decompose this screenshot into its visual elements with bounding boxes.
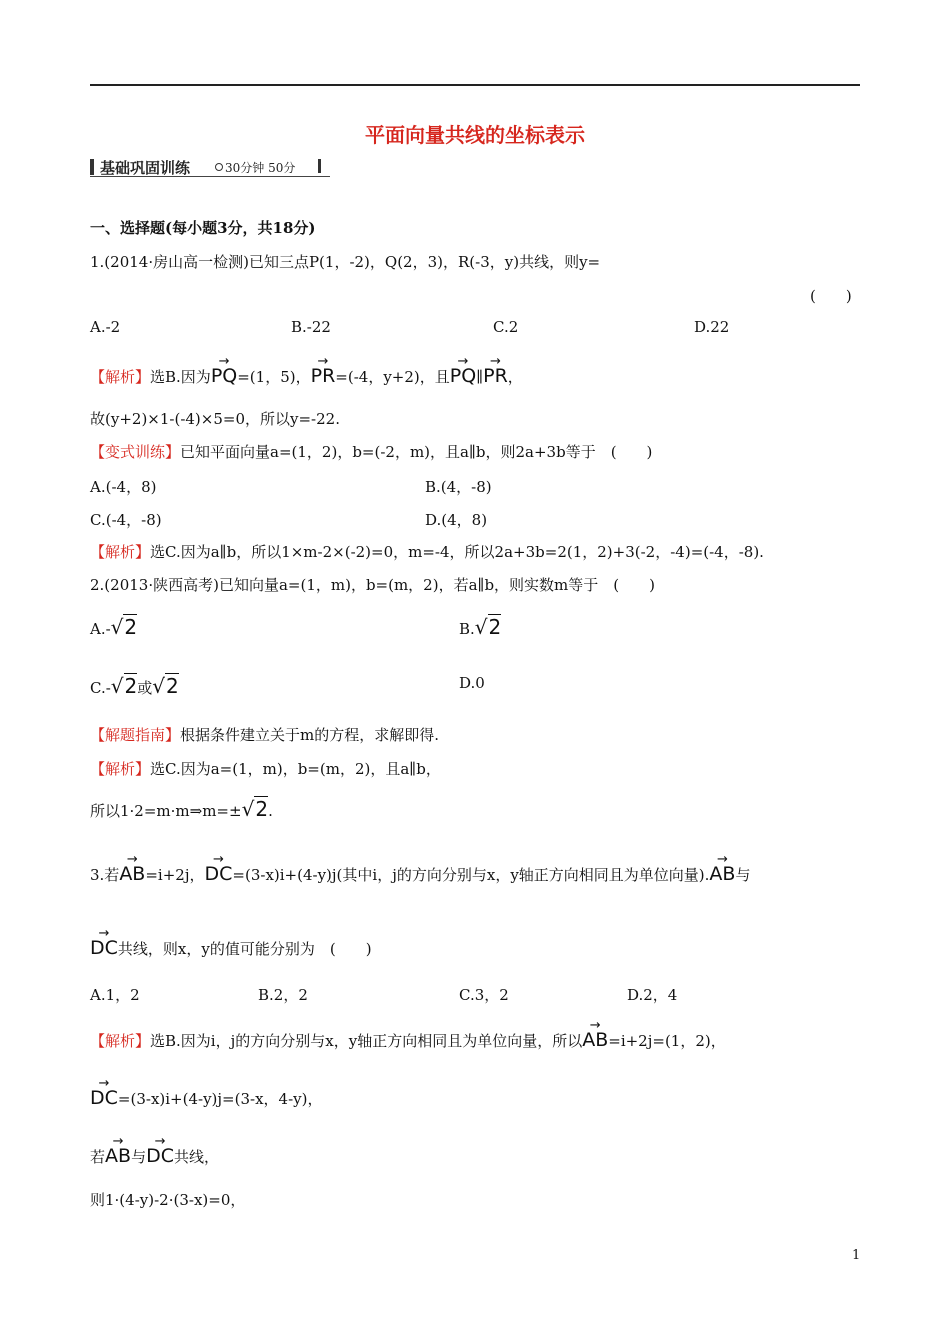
radicand: 2 — [124, 674, 138, 698]
text: =(1，5)， — [237, 368, 311, 386]
q2-solution-line1 — [90, 759, 441, 779]
q2-guide — [90, 725, 439, 745]
variant-solution — [90, 542, 764, 562]
banner-name: 基础巩固训练 — [100, 159, 191, 177]
q3-solution-line1 — [90, 1024, 726, 1051]
banner-bar — [90, 159, 94, 175]
q1-option-b: B.-22 — [291, 318, 331, 336]
q3-option-a: A.1，2 — [90, 986, 140, 1004]
vector-pr: → PR — [311, 360, 336, 386]
text: =(3-x)i+(4-y)j(其中i，j的方向分别与x，y轴正方向相同且为单位向量). — [232, 866, 710, 884]
q1-option-c: C.2 — [493, 318, 519, 336]
q3-solution-line4: 则1·(4-y)-2·(3-x)=0， — [90, 1191, 246, 1209]
vector-dc: → DC — [90, 1082, 118, 1108]
sqrt-2: √2 — [110, 674, 138, 698]
vector-pq: → PQ — [211, 360, 237, 386]
option-label: C.- — [90, 679, 111, 697]
guide-text: 根据条件建立关于m的方程，求解即得. — [180, 726, 440, 744]
radicand: 2 — [488, 615, 502, 639]
q3-option-b: B.2，2 — [258, 986, 308, 1004]
vector-pr: → PR — [483, 360, 508, 386]
solution-tag: 【解析】 — [90, 1032, 151, 1050]
text: 或 — [137, 679, 153, 697]
clock-icon — [215, 163, 223, 171]
text: =(-4，y+2)，且 — [335, 368, 450, 386]
variant-solution-text: 选C.因为a∥b，所以1×m-2×(-2)=0，m=-4，所以2a+3b=2(1，2)+3(-2，-4)=(-4，-8). — [150, 543, 764, 561]
variant-option-d: D.(4，8) — [425, 511, 488, 529]
variant-option-c: C.(-4，-8) — [90, 511, 162, 529]
text: 3.若 — [90, 866, 120, 884]
variant-option-a: A.(-4，8) — [90, 478, 157, 496]
vector-ab: → AB — [105, 1140, 131, 1166]
text: . — [268, 802, 273, 820]
sqrt-2: √2 — [474, 615, 502, 639]
q1-option-d: D.22 — [694, 318, 730, 336]
variant-option-b: B.(4，-8) — [425, 478, 492, 496]
solution-tag: 【解析】 — [90, 368, 151, 386]
text: 选B.因为i，j的方向分别与x，y轴正方向相同且为单位向量，所以 — [150, 1032, 583, 1050]
text: ， — [507, 368, 523, 386]
vector-dc: → DC — [90, 932, 118, 958]
q3-stem-line2 — [90, 932, 372, 959]
page-number: 1 — [852, 1248, 861, 1263]
option-label: A.- — [90, 620, 111, 638]
q3-option-c: C.3，2 — [459, 986, 509, 1004]
page-title: 平面向量共线的坐标表示 — [365, 123, 585, 147]
q2-stem: 2.(2013·陕西高考)已知向量a=(1，m)，b=(m，2)，若a∥b，则实数m等于 ( ) — [90, 576, 655, 594]
q3-solution-line3 — [90, 1140, 219, 1167]
text: 共线，则x，y的值可能分别为 ( ) — [117, 940, 372, 958]
q1-stem: 1.(2014·房山高一检测)已知三点P(1，-2)，Q(2，3)，R(-3，y)共线，则y= — [90, 253, 601, 271]
variant-stem-line — [90, 442, 652, 462]
option-label: B. — [459, 620, 475, 638]
q2-option-b — [459, 615, 501, 639]
text: 选B.因为 — [150, 368, 211, 386]
q2-option-a — [90, 615, 137, 639]
variant-stem: 已知平面向量a=(1，2)，b=(-2，m)，且a∥b，则2a+3b等于 ( ) — [180, 443, 653, 461]
q3-option-d: D.2，4 — [627, 986, 678, 1004]
banner-end-bar — [318, 159, 321, 173]
q2-option-c — [90, 674, 179, 698]
sqrt-2: √2 — [110, 615, 138, 639]
radicand: 2 — [255, 797, 269, 821]
solution-tag: 【解析】 — [90, 543, 151, 561]
vector-pq: → PQ — [450, 360, 476, 386]
radicand: 2 — [166, 674, 179, 698]
q1-option-a: A.-2 — [90, 318, 121, 336]
text: 若 — [90, 1148, 106, 1166]
solution-tag: 【解析】 — [90, 760, 151, 778]
vector-dc: → DC — [205, 858, 233, 884]
sqrt-2: √2 — [152, 674, 179, 698]
text: 与 — [735, 866, 751, 884]
vector-ab: → AB — [119, 858, 145, 884]
text: 共线， — [173, 1148, 219, 1166]
text: =i+2j=(1，2)， — [608, 1032, 726, 1050]
q1-solution-line2: 故(y+2)×1-(-4)×5=0，所以y=-22. — [90, 410, 340, 428]
banner-underline — [90, 176, 330, 177]
q3-stem-line1 — [90, 858, 750, 885]
radicand: 2 — [124, 615, 138, 639]
banner-time: 30分钟 50分 — [225, 161, 296, 175]
text: 与 — [131, 1148, 147, 1166]
top-rule — [90, 84, 860, 86]
section-heading: 一、选择题(每小题3分，共18分) — [90, 219, 316, 237]
text: 所以1·2=m·m⇒m=± — [90, 802, 242, 820]
sqrt-2: √2 — [241, 797, 269, 821]
section-banner — [90, 157, 330, 177]
q2-solution-line2 — [90, 797, 273, 821]
variant-tag: 【变式训练】 — [90, 443, 181, 461]
q1-solution-line1 — [90, 360, 523, 387]
text: =i+2j， — [145, 866, 205, 884]
q2-option-d: D.0 — [459, 674, 485, 692]
q3-solution-line2 — [90, 1082, 323, 1109]
guide-tag: 【解题指南】 — [90, 726, 181, 744]
vector-ab: → AB — [582, 1024, 608, 1050]
vector-ab: → AB — [709, 858, 735, 884]
vector-dc: → DC — [146, 1140, 174, 1166]
text: ∥ — [476, 368, 484, 386]
text: =(3-x)i+(4-y)j=(3-x，4-y)， — [117, 1090, 323, 1108]
q1-paren: ( ) — [810, 287, 852, 305]
q2-solution-text: 选C.因为a=(1，m)，b=(m，2)，且a∥b， — [150, 760, 441, 778]
